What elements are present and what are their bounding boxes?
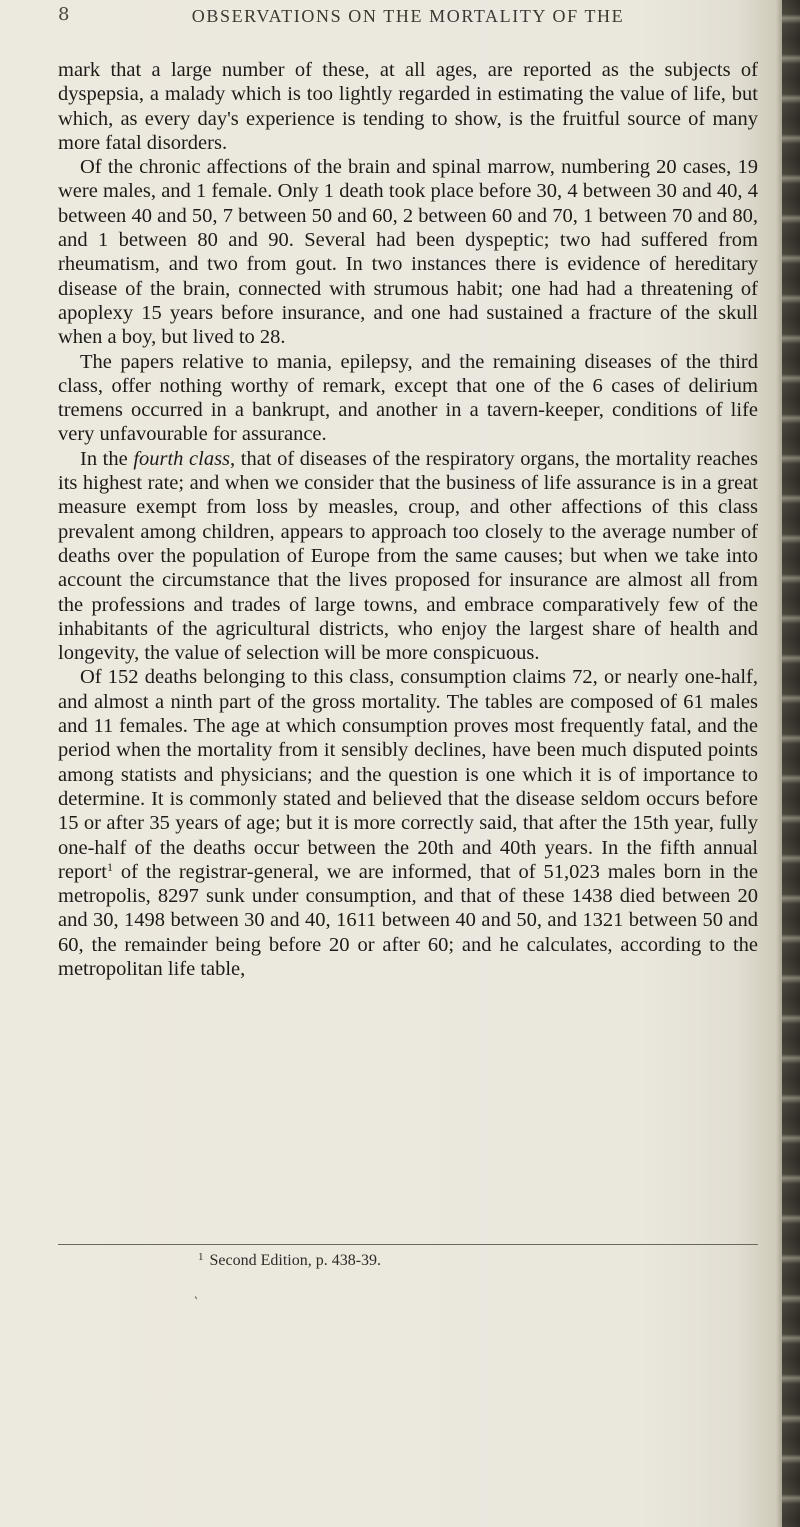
paragraph-text: The papers relative to mania, epilepsy, and the remaining diseases of the third class, offer nothing worthy of remark, except that one of the 6 cases of delirium tremens occurred in a bankrupt, and another in a tavern-keeper, conditions of life very unfavourable for assurance. xyxy=(58,350,758,446)
paragraph-text: mark that a large number of these, at all ages, are reported as the subjects of dyspepsia, a malady which is too lightly regarded in estimating the value of life, but which, as every day's experience is tending to show, is the fruitful source of many more fatal disorders. xyxy=(58,59,758,154)
italic-fourth-class: fourth class xyxy=(133,447,231,470)
paragraph-text: Of 152 deaths belonging to this class, consumption claims 72, or nearly one-half, and almost a ninth part of the gross mortality. The tables are composed of 61 males and 11 females. The age at which consumption proves most frequently fatal, and the period when the mortality from it sensibly declines, have been much disputed points among statists and physicians; and the question is one which it is of importance to determine. It is commonly stated and believed that the disease seldom occurs before 15 or after 35 years of age; but it is more correctly said, that after the 15th year, fully one-half of the deaths occur between the 20th and 40th years. In the fifth annual report xyxy=(58,666,758,883)
footnote-text: Second Edition, p. 438-39. xyxy=(209,1252,382,1269)
paragraph-text: , that of diseases of the respiratory organs, the mortality reaches its highest rate; and when we consider that the business of life assurance is in a great measure exempt from loss by measles, croup, and other affections of this class prevalent among children, appears to approach too closely to the average number of deaths over the population of Europe from the same causes; but when we take into account the circumstance that the lives proposed for insurance are almost all from the professions and trades of large towns, and embrace comparatively few of the inhabitants of the agricultural districts, who enjoy the largest share of health and longevity, the value of selection will be more conspicuous. xyxy=(58,447,759,665)
paragraph-dyspepsia xyxy=(58,58,758,155)
page-number: 8 xyxy=(58,4,70,25)
footnote xyxy=(198,1251,381,1270)
footnote-mark: 1 xyxy=(198,1251,204,1263)
paragraph-fourth-class xyxy=(58,447,758,666)
paragraph-mania-epilepsy xyxy=(58,350,758,447)
body-text xyxy=(58,58,758,981)
page-header xyxy=(58,4,758,30)
paragraph-text: of the registrar-general, we are informed, that of 51,023 males born in the metropolis, 8297 sunk under consumption, and that of these 1438 died between 20 and 30, 1498 between 30 and 40, 1611 between 40 and 50, and 1321 between 50 and 60, the remainder being before 20 or after 60; and he calculates, according to the metropolitan life table, xyxy=(58,860,758,980)
paragraph-text: Of the chronic affections of the brain and spinal marrow, numbering 20 cases, 19 were males, and 1 female. Only 1 death took place before 30, 4 between 30 and 40, 4 between 40 and 50, 7 between 50 and 60, 2 between 60 and 70, 1 between 70 and 80, and 1 between 80 and 90. Several had been dyspeptic; two had suffered from rheumatism, and two from gout. In two instances there is evidence of hereditary disease of the brain, connected with strumous habit; one had had a threatening of apoplexy 15 years before insurance, and one had sustained a fracture of the skull when a boy, but lived to 28. xyxy=(58,156,758,349)
page-binding-edge xyxy=(782,0,800,1527)
footnote-rule xyxy=(58,1244,758,1245)
paragraph-brain-affections xyxy=(58,155,758,349)
footnote-reference: 1 xyxy=(106,859,113,874)
paragraph-text: In the xyxy=(80,447,134,470)
paragraph-consumption xyxy=(58,665,758,981)
running-head: OBSERVATIONS ON THE MORTALITY OF THE xyxy=(191,6,625,26)
